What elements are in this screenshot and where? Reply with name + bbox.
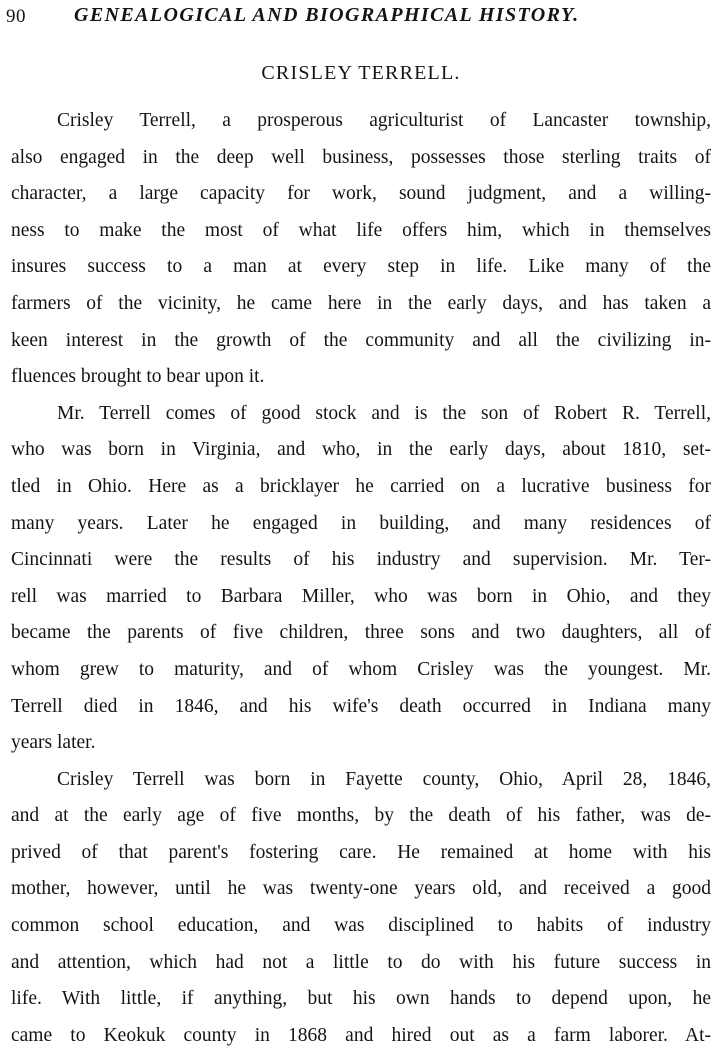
text-line: came to Keokuk county in 1868 and hired out as a farm laborer. At- bbox=[11, 1024, 711, 1046]
text-line: Terrell died in 1846, and his wife's death occurred in Indiana many bbox=[11, 695, 711, 717]
text-line: and attention, which had not a little to do with his future success in bbox=[11, 951, 711, 973]
text-line: and at the early age of five months, by the death of his father, was de- bbox=[11, 805, 711, 827]
running-title: GENEALOGICAL AND BIOGRAPHICAL HISTORY. bbox=[74, 4, 580, 26]
text-line: life. With little, if anything, but his own hands to depend upon, he bbox=[11, 988, 711, 1010]
text-line: who was born in Virginia, and who, in the early days, about 1810, set- bbox=[11, 439, 711, 461]
text-line: rell was married to Barbara Miller, who was born in Ohio, and they bbox=[11, 585, 711, 607]
text-line: prived of that parent's fostering care. He remained at home with his bbox=[11, 841, 711, 863]
text-line: character, a large capacity for work, sound judgment, and a willing- bbox=[11, 183, 711, 205]
text-line: Mr. Terrell comes of good stock and is the son of Robert R. Terrell, bbox=[57, 402, 711, 424]
text-line: tled in Ohio. Here as a bricklayer he carried on a lucrative business for bbox=[11, 475, 711, 497]
text-line: keen interest in the growth of the community and all the civilizing in- bbox=[11, 329, 711, 351]
text-line: Cincinnati were the results of his industry and supervision. Mr. Ter- bbox=[11, 549, 711, 571]
running-header bbox=[0, 4, 722, 30]
text-line: became the parents of five children, three sons and two daughters, all of bbox=[11, 622, 711, 644]
text-line: years later. bbox=[11, 732, 96, 754]
text-line: also engaged in the deep well business, possesses those sterling traits of bbox=[11, 146, 711, 168]
text-line: farmers of the vicinity, he came here in the early days, and has taken a bbox=[11, 292, 711, 314]
text-line: whom grew to maturity, and of whom Crisley was the youngest. Mr. bbox=[11, 658, 711, 680]
text-line: common school education, and was disciplined to habits of industry bbox=[11, 915, 711, 937]
article-title: CRISLEY TERRELL. bbox=[261, 62, 461, 84]
article-body bbox=[11, 103, 711, 1054]
text-line: ness to make the most of what life offers him, which in themselves bbox=[11, 219, 711, 241]
text-line: Crisley Terrell was born in Fayette county, Ohio, April 28, 1846, bbox=[57, 768, 711, 790]
page-number: 90 bbox=[6, 6, 26, 27]
text-line: Crisley Terrell, a prosperous agriculturist of Lancaster township, bbox=[57, 110, 711, 131]
text-line: insures success to a man at every step in life. Like many of the bbox=[11, 256, 711, 278]
text-line: fluences brought to bear upon it. bbox=[11, 366, 265, 388]
text-line: many years. Later he engaged in building, and many residences of bbox=[11, 512, 711, 534]
text-line: mother, however, until he was twenty-one years old, and received a good bbox=[11, 878, 711, 900]
